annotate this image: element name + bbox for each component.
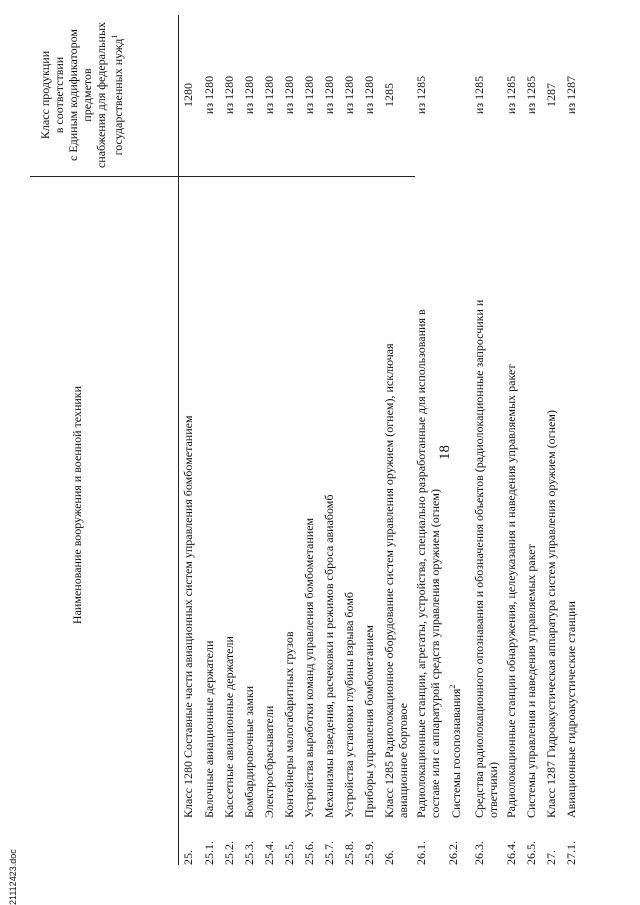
row-name-line: Класс 1287 Гидроакустическая аппаратура систем управления оружием (огнем): [544, 410, 558, 818]
row-number: 25.1.: [202, 841, 216, 865]
row-name: [202, 183, 216, 818]
footnote-marker: 2: [448, 684, 457, 689]
row-name: [342, 183, 356, 818]
row-class-code: из 1287: [564, 75, 578, 115]
header-class-line: государственных нужд$^1$: [110, 34, 125, 156]
row-name-line: Системы управления и наведения управляемых ракет: [524, 544, 538, 818]
row-number: 26.5.: [524, 841, 538, 865]
row-number: 26.: [382, 850, 396, 865]
row-class-code: из 1280: [282, 75, 296, 115]
row-class-code: из 1280: [302, 75, 316, 115]
row-number: 25.7.: [322, 841, 336, 865]
row-name: [382, 183, 410, 818]
row-name: [564, 183, 578, 818]
header-name-column: Наименование вооружения и военной техники: [70, 385, 84, 625]
row-class-code: из 1285: [472, 75, 486, 115]
row-name: [242, 183, 256, 818]
row-number: 25.5.: [282, 841, 296, 865]
row-class-code: из 1280: [362, 75, 376, 115]
row-number: 25.9.: [362, 841, 376, 865]
row-name: [414, 183, 442, 818]
row-name: [362, 183, 376, 818]
header-class-column: [38, 15, 125, 175]
row-class-code: из 1280: [262, 75, 276, 115]
document-reference: 21112423.doc: [8, 849, 18, 905]
row-name-line: авиационное бортовое: [396, 703, 410, 818]
row-class-code: из 1280: [202, 75, 216, 115]
row-class-code: 1287: [544, 83, 558, 107]
row-class-code: из 1285: [524, 75, 538, 115]
row-name: [524, 183, 538, 818]
row-number: 27.: [544, 850, 558, 865]
row-class-code: из 1280: [322, 75, 336, 115]
header-class-line: с Единым кодификатором предметов: [66, 29, 94, 161]
row-name-line: Средства радиолокационного опознавания и обозначения объектов (радиолокационные запросчики и: [472, 299, 486, 818]
row-number: 25.4.: [262, 841, 276, 865]
header-divider: [178, 15, 179, 865]
row-class-code: из 1280: [222, 75, 236, 115]
row-name-line: Радиолокационные станции, агрегаты, устройства, специально разработанные для использования в: [414, 309, 428, 818]
row-number: 26.1.: [414, 841, 428, 865]
column-divider: [30, 176, 415, 177]
row-name: [322, 183, 336, 818]
row-name-line: Радиолокационные станции обнаружения, целеуказания и наведения управляемых ракет: [504, 364, 518, 818]
row-name: [472, 183, 500, 818]
row-name-line: ответчики): [486, 762, 500, 818]
row-class-code: из 1280: [342, 75, 356, 115]
row-number: 25.6.: [302, 841, 316, 865]
row-number: 27.1.: [564, 841, 578, 865]
row-name-line: Бомбардировочные замки: [242, 685, 256, 818]
row-name-line: Авиационные гидроакустические станции: [564, 601, 578, 818]
row-name: [222, 183, 236, 818]
row-number: 25.: [181, 850, 195, 865]
row-class-code: из 1280: [242, 75, 256, 115]
row-name-line: Контейнеры малогабаритных грузов: [282, 631, 296, 818]
row-name: [446, 183, 463, 818]
row-class-code: 1285: [382, 83, 396, 107]
row-number: 25.3.: [242, 841, 256, 865]
row-name-line: Механизмы взведения, расчековки и режимов сброса авиабомб: [322, 494, 336, 818]
row-name: [282, 183, 296, 818]
row-name-line: Приборы управления бомбометанием: [362, 625, 376, 818]
row-number: 26.3.: [472, 841, 486, 865]
row-class-code: 1280: [181, 83, 195, 107]
row-name-line: составе или с аппаратурой средств управления оружием (огнем): [428, 489, 442, 818]
header-class-line: в соответствии: [52, 56, 66, 134]
row-class-code: из 1285: [504, 75, 518, 115]
footnote-marker: 1: [110, 34, 119, 39]
row-number: 25.2.: [222, 841, 236, 865]
row-name-line: Класс 1285 Радиолокационное оборудование систем управления оружием (огнем), исключая: [382, 343, 396, 818]
row-name-line: Класс 1280 Составные части авиационных систем управления бомбометанием: [181, 415, 195, 818]
header-class-line: снабжения для федеральных: [94, 21, 108, 169]
row-number: 25.8.: [342, 841, 356, 865]
row-name-line: Балочные авиационные держатели: [202, 640, 216, 818]
row-name-line: Электросбрасыватели: [262, 705, 276, 818]
header-class-line: Класс продукции: [38, 50, 52, 140]
row-name-line: Устройства установки глубины взрыва бомб: [342, 591, 356, 818]
row-name-line: Кассетные авиационные держатели: [222, 636, 236, 818]
row-name: [302, 183, 316, 818]
row-number: 26.2.: [446, 841, 460, 865]
row-name: [181, 183, 195, 818]
row-name: [544, 183, 558, 818]
row-name: [262, 183, 276, 818]
page-number: 18: [437, 445, 453, 460]
row-class-code: из 1285: [414, 75, 428, 115]
row-name-line: Устройства выработки команд управления бомбометанием: [302, 517, 316, 818]
row-number: 26.4.: [504, 841, 518, 865]
row-name: [504, 183, 518, 818]
row-name-line: Системы госопознавания$^2$: [448, 684, 463, 818]
